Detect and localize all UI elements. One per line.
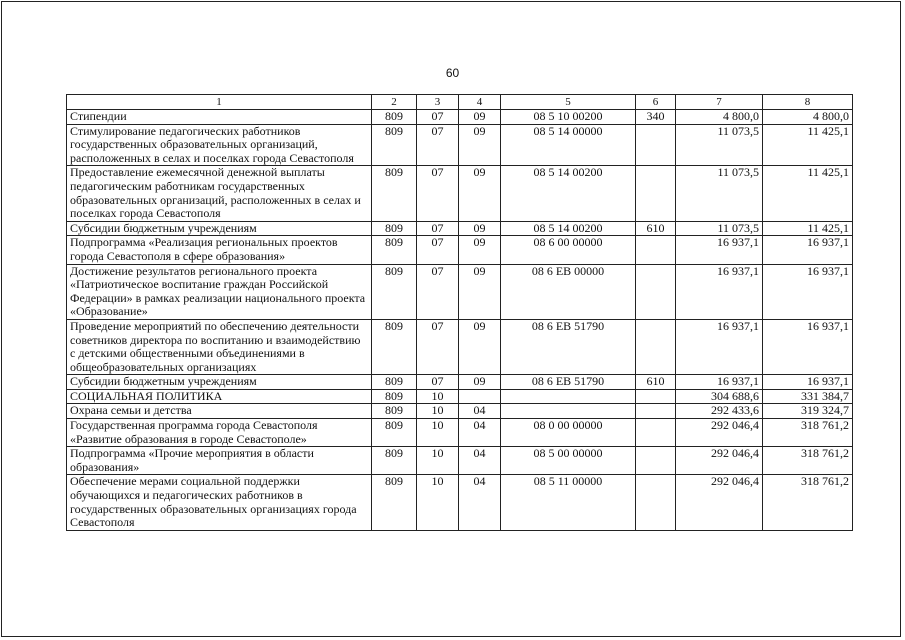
cell-col3: 07 bbox=[417, 166, 459, 221]
cell-col4: 09 bbox=[459, 221, 501, 236]
cell-col2: 809 bbox=[372, 221, 417, 236]
column-header: 4 bbox=[459, 95, 501, 110]
cell-col7: 11 073,5 bbox=[676, 166, 763, 221]
cell-col6 bbox=[636, 264, 676, 319]
cell-col5: 08 5 10 00200 bbox=[501, 110, 636, 125]
cell-col8: 318 761,2 bbox=[763, 475, 853, 530]
cell-col5 bbox=[501, 404, 636, 419]
cell-col2: 809 bbox=[372, 447, 417, 475]
column-header: 5 bbox=[501, 95, 636, 110]
cell-col2: 809 bbox=[372, 319, 417, 374]
cell-col6 bbox=[636, 419, 676, 447]
row-name: Подпрограмма «Прочие мероприятия в области образования» bbox=[67, 447, 372, 475]
table-row bbox=[67, 124, 853, 166]
row-name: Предоставление ежемесячной денежной выплаты педагогическим работникам государственных образовательных организаций, расположенных в селах и поселках города Севастополя bbox=[67, 166, 372, 221]
cell-col8: 16 937,1 bbox=[763, 375, 853, 390]
table-row bbox=[67, 110, 853, 125]
column-header: 6 bbox=[636, 95, 676, 110]
table-row bbox=[67, 375, 853, 390]
cell-col5 bbox=[501, 389, 636, 404]
row-name: СОЦИАЛЬНАЯ ПОЛИТИКА bbox=[67, 389, 372, 404]
table-row bbox=[67, 389, 853, 404]
row-name: Охрана семьи и детства bbox=[67, 404, 372, 419]
cell-col7: 11 073,5 bbox=[676, 124, 763, 166]
cell-col8: 11 425,1 bbox=[763, 221, 853, 236]
cell-col7: 16 937,1 bbox=[676, 375, 763, 390]
cell-col2: 809 bbox=[372, 124, 417, 166]
table-row bbox=[67, 404, 853, 419]
cell-col7: 16 937,1 bbox=[676, 319, 763, 374]
table-row bbox=[67, 475, 853, 530]
cell-col2: 809 bbox=[372, 419, 417, 447]
cell-col4: 09 bbox=[459, 236, 501, 264]
row-name: Подпрограмма «Реализация региональных проектов города Севастополя в сфере образования» bbox=[67, 236, 372, 264]
cell-col2: 809 bbox=[372, 389, 417, 404]
row-name: Стипендии bbox=[67, 110, 372, 125]
cell-col4: 09 bbox=[459, 124, 501, 166]
cell-col7: 292 433,6 bbox=[676, 404, 763, 419]
table-row bbox=[67, 236, 853, 264]
row-name: Государственная программа города Севастополя «Развитие образования в городе Севастополе» bbox=[67, 419, 372, 447]
cell-col3: 10 bbox=[417, 447, 459, 475]
cell-col4 bbox=[459, 389, 501, 404]
cell-col2: 809 bbox=[372, 375, 417, 390]
cell-col3: 10 bbox=[417, 389, 459, 404]
column-header: 8 bbox=[763, 95, 853, 110]
cell-col7: 304 688,6 bbox=[676, 389, 763, 404]
cell-col7: 292 046,4 bbox=[676, 419, 763, 447]
column-header: 2 bbox=[372, 95, 417, 110]
column-header: 1 bbox=[67, 95, 372, 110]
cell-col4: 04 bbox=[459, 419, 501, 447]
column-header: 3 bbox=[417, 95, 459, 110]
row-name: Достижение результатов регионального проекта «Патриотическое воспитание граждан Российской Федерации» в рамках реализации национального проекта «Образование» bbox=[67, 264, 372, 319]
cell-col7: 292 046,4 bbox=[676, 447, 763, 475]
cell-col5: 08 6 00 00000 bbox=[501, 236, 636, 264]
cell-col2: 809 bbox=[372, 166, 417, 221]
cell-col5: 08 5 14 00200 bbox=[501, 166, 636, 221]
cell-col7: 4 800,0 bbox=[676, 110, 763, 125]
cell-col3: 07 bbox=[417, 375, 459, 390]
table-row bbox=[67, 166, 853, 221]
cell-col5: 08 5 14 00200 bbox=[501, 221, 636, 236]
cell-col6: 610 bbox=[636, 375, 676, 390]
cell-col4: 09 bbox=[459, 264, 501, 319]
cell-col6 bbox=[636, 404, 676, 419]
cell-col8: 319 324,7 bbox=[763, 404, 853, 419]
cell-col8: 331 384,7 bbox=[763, 389, 853, 404]
row-name: Обеспечение мерами социальной поддержки обучающихся и педагогических работников в государственных образовательных организациях города Севастополя bbox=[67, 475, 372, 530]
cell-col5: 08 6 EB 51790 bbox=[501, 319, 636, 374]
row-name: Субсидии бюджетным учреждениям bbox=[67, 221, 372, 236]
cell-col5: 08 5 00 00000 bbox=[501, 447, 636, 475]
header-row bbox=[67, 95, 853, 110]
cell-col8: 16 937,1 bbox=[763, 319, 853, 374]
cell-col5: 08 6 EB 51790 bbox=[501, 375, 636, 390]
row-name: Субсидии бюджетным учреждениям bbox=[67, 375, 372, 390]
cell-col6: 610 bbox=[636, 221, 676, 236]
cell-col3: 07 bbox=[417, 124, 459, 166]
cell-col2: 809 bbox=[372, 236, 417, 264]
cell-col6: 340 bbox=[636, 110, 676, 125]
column-header: 7 bbox=[676, 95, 763, 110]
cell-col6 bbox=[636, 124, 676, 166]
cell-col4: 09 bbox=[459, 166, 501, 221]
cell-col4: 09 bbox=[459, 110, 501, 125]
cell-col2: 809 bbox=[372, 110, 417, 125]
cell-col8: 11 425,1 bbox=[763, 124, 853, 166]
cell-col8: 16 937,1 bbox=[763, 236, 853, 264]
cell-col7: 16 937,1 bbox=[676, 236, 763, 264]
cell-col3: 10 bbox=[417, 419, 459, 447]
cell-col3: 07 bbox=[417, 319, 459, 374]
cell-col5: 08 6 EB 00000 bbox=[501, 264, 636, 319]
cell-col8: 318 761,2 bbox=[763, 419, 853, 447]
row-name: Проведение мероприятий по обеспечению деятельности советников директора по воспитанию и взаимодействию с детскими общественными объединениями в общеобразовательных организациях bbox=[67, 319, 372, 374]
cell-col2: 809 bbox=[372, 404, 417, 419]
cell-col6 bbox=[636, 319, 676, 374]
cell-col2: 809 bbox=[372, 264, 417, 319]
cell-col7: 292 046,4 bbox=[676, 475, 763, 530]
cell-col7: 11 073,5 bbox=[676, 221, 763, 236]
table-row bbox=[67, 264, 853, 319]
cell-col8: 11 425,1 bbox=[763, 166, 853, 221]
cell-col8: 318 761,2 bbox=[763, 447, 853, 475]
cell-col3: 07 bbox=[417, 264, 459, 319]
cell-col3: 07 bbox=[417, 236, 459, 264]
row-name: Стимулирование педагогических работников государственных образовательных организаций, расположенных в селах и поселках города Севастополя bbox=[67, 124, 372, 166]
cell-col3: 07 bbox=[417, 221, 459, 236]
table-row bbox=[67, 419, 853, 447]
table-row bbox=[67, 447, 853, 475]
cell-col3: 10 bbox=[417, 475, 459, 530]
table-row bbox=[67, 221, 853, 236]
cell-col4: 09 bbox=[459, 319, 501, 374]
budget-table bbox=[66, 94, 853, 531]
page-number: 60 bbox=[445, 66, 460, 80]
cell-col6 bbox=[636, 166, 676, 221]
cell-col7: 16 937,1 bbox=[676, 264, 763, 319]
cell-col4: 04 bbox=[459, 404, 501, 419]
cell-col4: 04 bbox=[459, 475, 501, 530]
cell-col6 bbox=[636, 389, 676, 404]
cell-col3: 07 bbox=[417, 110, 459, 125]
cell-col6 bbox=[636, 236, 676, 264]
cell-col8: 16 937,1 bbox=[763, 264, 853, 319]
cell-col6 bbox=[636, 475, 676, 530]
cell-col5: 08 5 14 00000 bbox=[501, 124, 636, 166]
table-row bbox=[67, 319, 853, 374]
cell-col8: 4 800,0 bbox=[763, 110, 853, 125]
cell-col6 bbox=[636, 447, 676, 475]
cell-col3: 10 bbox=[417, 404, 459, 419]
cell-col4: 09 bbox=[459, 375, 501, 390]
cell-col2: 809 bbox=[372, 475, 417, 530]
cell-col4: 04 bbox=[459, 447, 501, 475]
cell-col5: 08 0 00 00000 bbox=[501, 419, 636, 447]
cell-col5: 08 5 11 00000 bbox=[501, 475, 636, 530]
